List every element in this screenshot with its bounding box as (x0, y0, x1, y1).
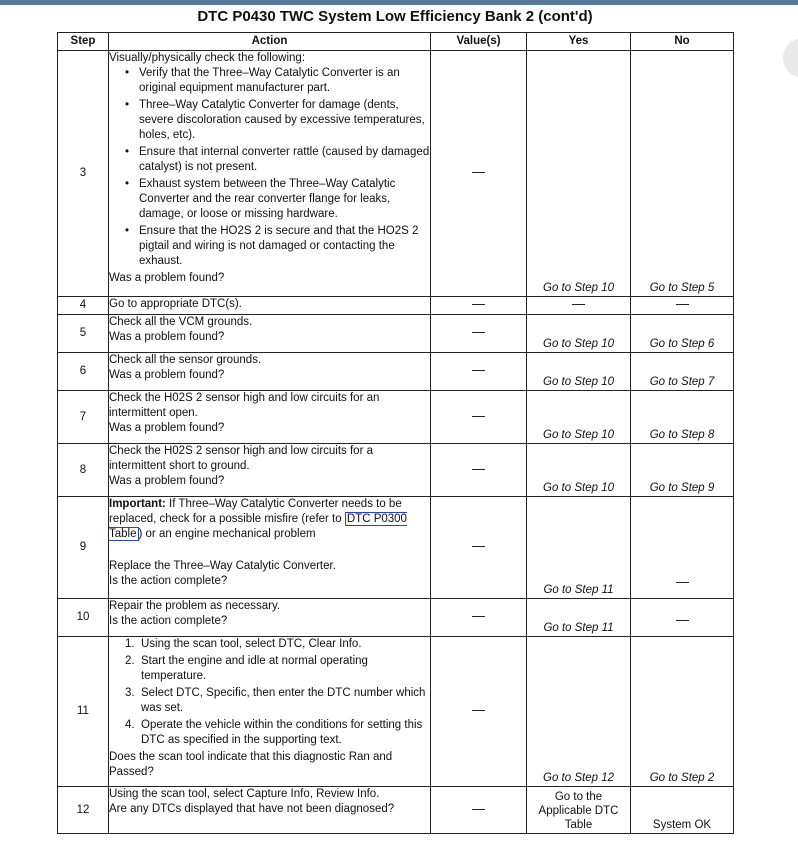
procedure-list (109, 637, 430, 748)
value-cell (431, 444, 527, 497)
item-number: 2. (125, 655, 135, 667)
table-row (58, 637, 734, 787)
dash-icon (472, 546, 485, 547)
list-item (125, 718, 430, 748)
important-label: Important: (109, 498, 166, 510)
scroll-handle[interactable] (783, 38, 798, 78)
action-question: Was a problem found? (109, 475, 225, 487)
action-cell (109, 444, 431, 497)
action-text: Check all the VCM grounds. (109, 316, 253, 328)
action-question: Was a problem found? (109, 369, 225, 381)
value-cell (431, 353, 527, 391)
value-cell (431, 391, 527, 444)
header-row (58, 33, 734, 51)
action-text: Replace the Three–Way Catalytic Converter. (109, 560, 336, 572)
item-number: 4. (125, 719, 135, 731)
value-cell (431, 787, 527, 834)
table-row (58, 444, 734, 497)
header-yes: Yes (527, 33, 631, 51)
no-cell: Go to Step 5 (631, 51, 734, 297)
value-cell (431, 599, 527, 637)
item-number: 1. (125, 638, 135, 650)
action-cell (109, 599, 431, 637)
dash-icon (472, 416, 485, 417)
item-text: Using the scan tool, select DTC, Clear Info. (141, 638, 362, 650)
action-cell: Go to appropriate DTC(s). (109, 297, 431, 315)
diagnostic-table (57, 32, 734, 834)
action-question: Was a problem found? (109, 272, 225, 284)
step-number: 11 (58, 637, 109, 787)
item-text: Start the engine and idle at normal operating temperature. (141, 655, 368, 682)
dash-icon (472, 469, 485, 470)
dash-icon (472, 616, 485, 617)
step-number: 5 (58, 315, 109, 353)
top-edge-bar (0, 0, 798, 5)
list-item: • Three–Way Catalytic Converter for damage (dents, severe discoloration caused by excessive temperatures, holes, etc). (125, 98, 430, 143)
page-title: DTC P0430 TWC System Low Efficiency Bank 2 (cont'd) (197, 8, 593, 25)
header-step: Step (58, 33, 109, 51)
yes-cell: Go to the Applicable DTC Table (527, 787, 631, 834)
no-cell: Go to Step 2 (631, 637, 734, 787)
table-row (58, 297, 734, 315)
action-text: Check the H02S 2 sensor high and low circuits for a intermittent short to ground. (109, 445, 373, 472)
yes-cell: Go to Step 10 (527, 444, 631, 497)
step-number: 10 (58, 599, 109, 637)
list-item: • Ensure that internal converter rattle (caused by damaged catalyst) is not present. (125, 145, 430, 175)
action-cell (109, 391, 431, 444)
list-item: • Verify that the Three–Way Catalytic Converter is an original equipment manufacturer part. (125, 66, 430, 96)
header-no: No (631, 33, 734, 51)
yes-cell: Go to Step 10 (527, 353, 631, 391)
dash-icon (472, 710, 485, 711)
list-item (125, 686, 430, 716)
no-cell: Go to Step 6 (631, 315, 734, 353)
dtc-p0300-link[interactable]: DTC P0300 Table (109, 513, 407, 540)
list-item (125, 637, 430, 652)
value-cell (431, 497, 527, 599)
step-number: 12 (58, 787, 109, 834)
yes-cell: Go to Step 10 (527, 51, 631, 297)
value-cell (431, 637, 527, 787)
item-text: Operate the vehicle within the conditions for setting this DTC as specified in the supporting text. (141, 719, 423, 746)
action-cell (109, 353, 431, 391)
table-row (58, 353, 734, 391)
no-cell (631, 599, 734, 637)
action-question: Does the scan tool indicate that this diagnostic Ran and Passed? (109, 751, 393, 778)
no-cell: Go to Step 9 (631, 444, 734, 497)
step-number: 8 (58, 444, 109, 497)
action-question: Was a problem found? (109, 331, 225, 343)
action-question: Was a problem found? (109, 422, 225, 434)
list-item: • Ensure that the HO2S 2 is secure and that the HO2S 2 pigtail and wiring is not damaged or contacting the exhaust. (125, 224, 430, 269)
important-note (109, 497, 430, 542)
step-number: 9 (58, 497, 109, 599)
action-cell (109, 51, 431, 297)
action-text: Check all the sensor grounds. (109, 354, 262, 366)
action-question: Is the action complete? (109, 615, 228, 627)
list-item: • Exhaust system between the Three–Way Catalytic Converter and the rear converter flange for leaks, damage, or loose or missing hardware. (125, 177, 430, 222)
yes-cell: Go to Step 10 (527, 391, 631, 444)
no-cell: Go to Step 7 (631, 353, 734, 391)
action-cell (109, 637, 431, 787)
no-cell: System OK (631, 787, 734, 834)
table-row (58, 599, 734, 637)
step-number: 3 (58, 51, 109, 297)
header-action: Action (109, 33, 431, 51)
step-number: 7 (58, 391, 109, 444)
value-cell (431, 315, 527, 353)
value-cell (431, 297, 527, 315)
action-text: Using the scan tool, select Capture Info, Review Info. (109, 788, 380, 800)
step-number: 6 (58, 353, 109, 391)
step-number: 4 (58, 297, 109, 315)
important-text: If Three–Way Catalytic Converter needs to be replaced, check for a possible misfire (refer to (109, 498, 402, 525)
yes-cell: Go to Step 10 (527, 315, 631, 353)
dash-icon (472, 172, 485, 173)
yes-cell: Go to Step 11 (527, 599, 631, 637)
item-number: 3. (125, 687, 135, 699)
yes-cell: Go to Step 12 (527, 637, 631, 787)
action-cell (109, 497, 431, 599)
dash-icon (472, 809, 485, 810)
dash-icon (472, 370, 485, 371)
action-text: Check the H02S 2 sensor high and low circuits for an intermittent open. (109, 392, 380, 419)
check-list (109, 66, 430, 269)
no-cell (631, 297, 734, 315)
yes-cell (527, 297, 631, 315)
table-row (58, 315, 734, 353)
yes-cell: Go to Step 11 (527, 497, 631, 599)
value-cell (431, 51, 527, 297)
dash-icon (472, 304, 485, 305)
dash-icon (676, 620, 689, 621)
action-cell (109, 787, 431, 834)
spacer (109, 542, 430, 559)
action-question: Is the action complete? (109, 575, 228, 587)
action-text: Repair the problem as necessary. (109, 600, 281, 612)
action-cell (109, 315, 431, 353)
dash-icon (676, 304, 689, 305)
table-row (58, 391, 734, 444)
header-values: Value(s) (431, 33, 527, 51)
action-question: Are any DTCs displayed that have not been diagnosed? (109, 803, 395, 815)
item-text: Select DTC, Specific, then enter the DTC number which was set. (141, 687, 426, 714)
dash-icon (472, 332, 485, 333)
list-item (125, 654, 430, 684)
no-cell (631, 497, 734, 599)
important-tail: ) or an engine mechanical problem (138, 528, 316, 540)
no-cell: Go to Step 8 (631, 391, 734, 444)
dash-icon (676, 582, 689, 583)
dash-icon (572, 304, 585, 305)
table-row (58, 497, 734, 599)
table-row (58, 787, 734, 834)
table-row (58, 51, 734, 297)
action-intro: Visually/physically check the following: (109, 52, 306, 64)
